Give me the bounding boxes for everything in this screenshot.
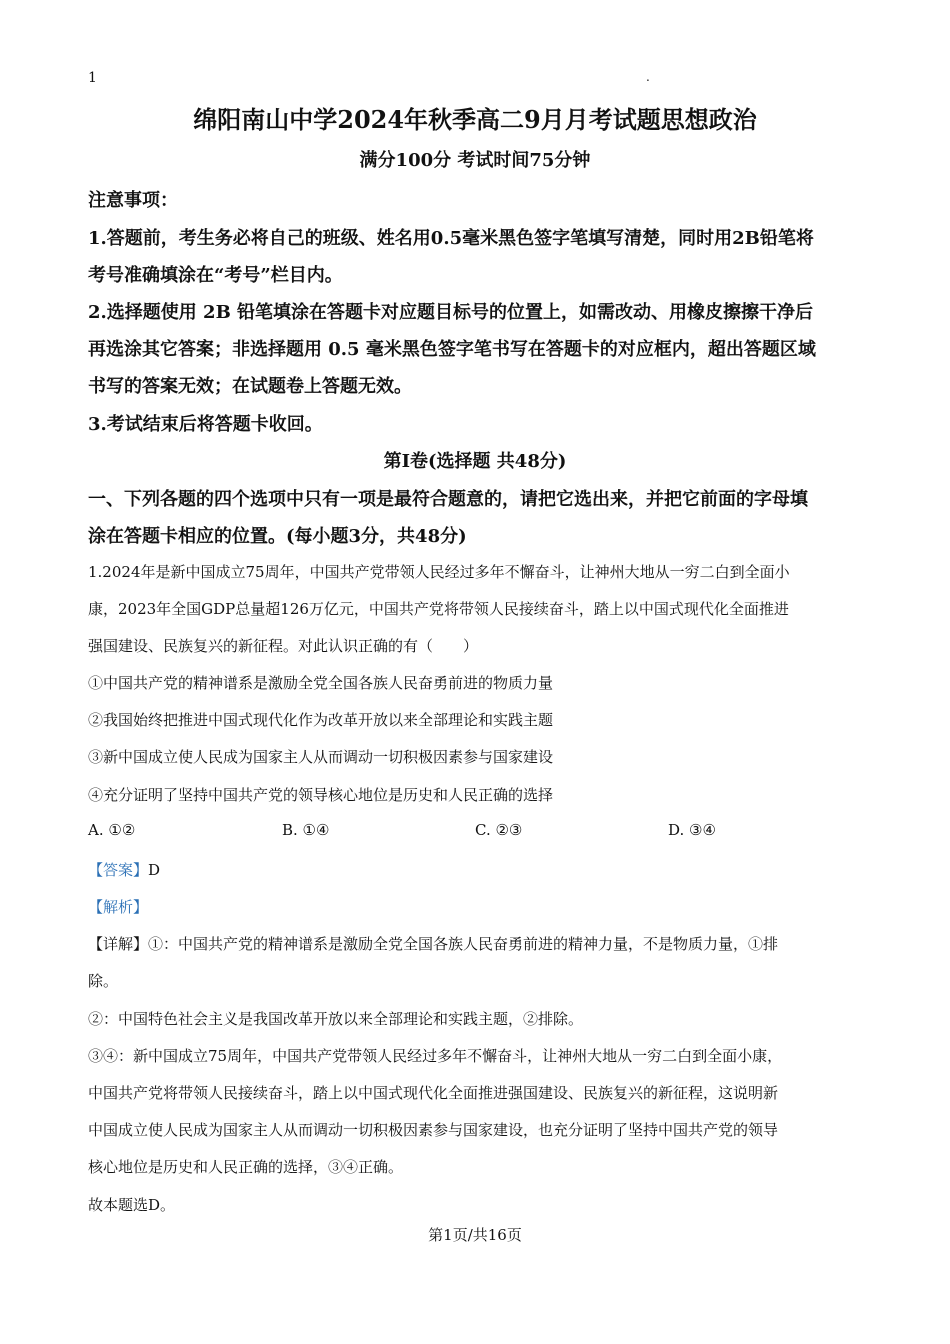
option-b: B. ①④ bbox=[282, 821, 330, 839]
notice-line: 1.答题前，考生务必将自己的班级、姓名用0.5毫米黑色签字笔填写清楚，同时用2B铅笔将 bbox=[88, 228, 814, 249]
page-dot-mark: . bbox=[646, 70, 650, 84]
notice-line: 考号准确填涂在“考号”栏目内。 bbox=[88, 265, 343, 286]
notice-line: 2.选择题使用 2B 铅笔填涂在答题卡对应题目标号的位置上，如需改动、用橡皮擦擦干净后 bbox=[88, 302, 814, 323]
detail-line: 故本题选D。 bbox=[88, 1196, 176, 1214]
detail-line: ③④：新中国成立75周年，中国共产党带领人民经过多年不懈奋斗，让神州大地从一穷二白到全面小康， bbox=[88, 1047, 783, 1065]
statement-item: ②我国始终把推进中国式现代化作为改革开放以来全部理论和实践主题 bbox=[88, 711, 554, 729]
page-footer: 第1页/共16页 bbox=[428, 1226, 522, 1244]
answer-line bbox=[88, 859, 160, 880]
option-c: C. ②③ bbox=[475, 821, 523, 839]
statement-item: ③新中国成立使人民成为国家主人从而调动一切积极因素参与国家建设 bbox=[88, 748, 554, 766]
option-d: D. ③④ bbox=[668, 821, 716, 839]
notice-line: 3.考试结束后将答题卡收回。 bbox=[88, 414, 323, 435]
statement-item: ①中国共产党的精神谱系是激励全党全国各族人民奋勇前进的物质力量 bbox=[88, 674, 554, 692]
detail-line: 【详解】①：中国共产党的精神谱系是激励全党全国各族人民奋勇前进的精神力量，不是物质力量，①排 bbox=[88, 935, 779, 953]
answer-label: 【答案】 bbox=[88, 861, 149, 879]
detail-line: 中国共产党将带领人民接续奋斗，踏上以中国式现代化全面推进强国建设、民族复兴的新征程，这说明新 bbox=[88, 1084, 779, 1102]
question-stem-line: 1.2024年是新中国成立75周年，中国共产党带领人民经过多年不懈奋斗，让神州大地从一穷二白到全面小 bbox=[88, 563, 790, 581]
question-stem-line: 康，2023年全国GDP总量超126万亿元，中国共产党将带领人民接续奋斗，踏上以中国式现代化全面推进 bbox=[88, 600, 789, 618]
detail-line: 除。 bbox=[88, 972, 119, 990]
exam-title: 绵阳南山中学2024年秋季高二9月月考试题思想政治 bbox=[193, 105, 757, 134]
notice-line: 再选涂其它答案；非选择题用 0.5 毫米黑色签字笔书写在答题卡的对应框内，超出答题区域 bbox=[88, 339, 816, 360]
detail-line: ②：中国特色社会主义是我国改革开放以来全部理论和实践主题，②排除。 bbox=[88, 1010, 584, 1028]
detail-line: 核心地位是历史和人民正确的选择，③④正确。 bbox=[88, 1158, 404, 1176]
part-instruction-line: 一、下列各题的四个选项中只有一项是最符合题意的，请把它选出来，并把它前面的字母填 bbox=[88, 489, 808, 510]
answer-value: D bbox=[148, 861, 161, 879]
statement-item: ④充分证明了坚持中国共产党的领导核心地位是历史和人民正确的选择 bbox=[88, 786, 554, 804]
notice-heading: 注意事项： bbox=[88, 190, 178, 211]
part-instruction-line: 涂在答题卡相应的位置。(每小题3分，共48分) bbox=[88, 526, 467, 547]
page-corner-number: 1 bbox=[88, 70, 97, 86]
option-a: A. ①② bbox=[88, 821, 136, 839]
notice-line: 书写的答案无效；在试题卷上答题无效。 bbox=[88, 376, 412, 397]
section-title: 第Ⅰ卷(选择题 共48分) bbox=[383, 451, 567, 472]
detail-line: 中国成立使人民成为国家主人从而调动一切积极因素参与国家建设，也充分证明了坚持中国共产党的领导 bbox=[88, 1121, 779, 1139]
exam-subtitle: 满分100分 考试时间75分钟 bbox=[359, 150, 591, 171]
question-stem-line: 强国建设、民族复兴的新征程。对此认识正确的有（ ） bbox=[88, 637, 479, 655]
analysis-label: 【解析】 bbox=[88, 898, 149, 916]
